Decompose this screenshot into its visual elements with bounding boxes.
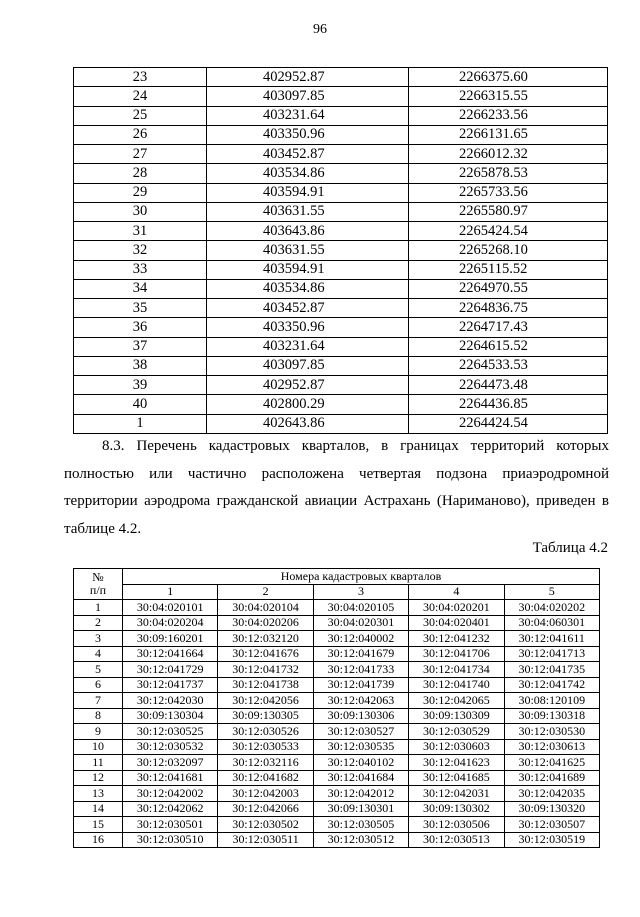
cadastral-number-cell: 30:12:030526 [218, 724, 313, 740]
row-number-cell: 7 [74, 693, 123, 709]
point-number-cell: 35 [74, 299, 207, 318]
x-coordinate-cell: 403097.85 [207, 356, 409, 375]
cadastral-number-cell: 30:12:030603 [409, 739, 504, 755]
row-number-cell: 4 [74, 646, 123, 662]
page-number: 96 [313, 22, 327, 37]
point-number-cell: 27 [74, 145, 207, 164]
table-row [74, 755, 600, 771]
cadastral-number-cell: 30:09:130301 [313, 801, 408, 817]
table-row [74, 414, 608, 433]
table-row [74, 615, 600, 631]
x-coordinate-cell: 403350.96 [207, 318, 409, 337]
table-row [74, 739, 600, 755]
row-number-cell: 3 [74, 631, 123, 647]
cadastral-number-cell: 30:12:041706 [409, 646, 504, 662]
row-number-cell: 11 [74, 755, 123, 771]
cadastral-number-cell: 30:04:020104 [218, 600, 313, 616]
cadastral-number-cell: 30:12:041685 [409, 770, 504, 786]
point-number-cell: 34 [74, 279, 207, 298]
row-number-cell: 6 [74, 677, 123, 693]
column-header: 1 [123, 584, 218, 600]
cadastral-number-cell: 30:12:042031 [409, 786, 504, 802]
table-row [74, 125, 608, 144]
y-coordinate-cell: 2266375.60 [409, 68, 608, 87]
table-row [74, 68, 608, 87]
cadastral-number-cell: 30:04:020105 [313, 600, 408, 616]
x-coordinate-cell: 403534.86 [207, 279, 409, 298]
y-coordinate-cell: 2264424.54 [409, 414, 608, 433]
header-title: Номера кадастровых кварталов [123, 569, 600, 585]
table-row [74, 708, 600, 724]
y-coordinate-cell: 2264615.52 [409, 337, 608, 356]
cadastral-number-cell: 30:12:041676 [218, 646, 313, 662]
point-number-cell: 40 [74, 395, 207, 414]
cadastral-number-cell: 30:12:042065 [409, 693, 504, 709]
cadastral-number-cell: 30:12:041679 [313, 646, 408, 662]
table-row [74, 260, 608, 279]
point-number-cell: 25 [74, 106, 207, 125]
row-number-cell: 16 [74, 832, 123, 848]
table-row [74, 279, 608, 298]
cadastral-number-cell: 30:12:041732 [218, 662, 313, 678]
point-number-cell: 32 [74, 241, 207, 260]
cadastral-number-cell: 30:12:030513 [409, 832, 504, 848]
cadastral-number-cell: 30:12:041623 [409, 755, 504, 771]
cadastral-number-cell: 30:12:032116 [218, 755, 313, 771]
table-row [74, 376, 608, 395]
y-coordinate-cell: 2265733.56 [409, 183, 608, 202]
point-number-cell: 29 [74, 183, 207, 202]
point-number-cell: 36 [74, 318, 207, 337]
cadastral-number-cell: 30:12:041733 [313, 662, 408, 678]
cadastral-number-cell: 30:12:030510 [123, 832, 218, 848]
cadastral-number-cell: 30:12:041681 [123, 770, 218, 786]
table-row [74, 662, 600, 678]
table-row [74, 395, 608, 414]
cadastral-number-cell: 30:04:020202 [504, 600, 599, 616]
cadastral-number-cell: 30:12:041740 [409, 677, 504, 693]
point-number-cell: 24 [74, 87, 207, 106]
cadastral-number-cell: 30:09:130309 [409, 708, 504, 724]
cadastral-number-cell: 30:12:030511 [218, 832, 313, 848]
table-row [74, 202, 608, 221]
table-row [74, 677, 600, 693]
cadastral-quarters-table [73, 568, 600, 848]
cadastral-number-cell: 30:12:030535 [313, 739, 408, 755]
cadastral-number-cell: 30:12:041713 [504, 646, 599, 662]
row-number-cell: 9 [74, 724, 123, 740]
cadastral-number-cell: 30:12:041689 [504, 770, 599, 786]
column-header: 4 [409, 584, 504, 600]
cadastral-number-cell: 30:12:030525 [123, 724, 218, 740]
table-row [74, 786, 600, 802]
x-coordinate-cell: 403594.91 [207, 260, 409, 279]
cadastral-number-cell: 30:12:041684 [313, 770, 408, 786]
x-coordinate-cell: 403631.55 [207, 241, 409, 260]
cadastral-number-cell: 30:04:020401 [409, 615, 504, 631]
table-row [74, 87, 608, 106]
cadastral-number-cell: 30:04:020204 [123, 615, 218, 631]
row-number-cell: 10 [74, 739, 123, 755]
cadastral-number-cell: 30:12:030532 [123, 739, 218, 755]
y-coordinate-cell: 2264473.48 [409, 376, 608, 395]
cadastral-number-cell: 30:12:041742 [504, 677, 599, 693]
table-row [74, 318, 608, 337]
cadastral-number-cell: 30:12:030519 [504, 832, 599, 848]
cadastral-number-cell: 30:09:160201 [123, 631, 218, 647]
row-number-cell: 14 [74, 801, 123, 817]
x-coordinate-cell: 403594.91 [207, 183, 409, 202]
table-row [74, 145, 608, 164]
point-number-cell: 37 [74, 337, 207, 356]
cadastral-number-cell: 30:12:041682 [218, 770, 313, 786]
x-coordinate-cell: 403231.64 [207, 337, 409, 356]
cadastral-number-cell: 30:12:030527 [313, 724, 408, 740]
y-coordinate-cell: 2265268.10 [409, 241, 608, 260]
x-coordinate-cell: 403350.96 [207, 125, 409, 144]
cadastral-number-cell: 30:09:130304 [123, 708, 218, 724]
table-row [74, 106, 608, 125]
x-coordinate-cell: 403097.85 [207, 87, 409, 106]
cadastral-number-cell: 30:12:030501 [123, 817, 218, 833]
x-coordinate-cell: 403452.87 [207, 299, 409, 318]
table-row [74, 241, 608, 260]
row-number-cell: 8 [74, 708, 123, 724]
cadastral-number-cell: 30:12:030506 [409, 817, 504, 833]
table-caption: Таблица 4.2 [532, 540, 608, 556]
cadastral-number-cell: 30:12:030613 [504, 739, 599, 755]
cadastral-number-cell: 30:04:020201 [409, 600, 504, 616]
header-number: № п/п [74, 569, 123, 600]
cadastral-number-cell: 30:12:042035 [504, 786, 599, 802]
y-coordinate-cell: 2265424.54 [409, 222, 608, 241]
cadastral-number-cell: 30:12:041664 [123, 646, 218, 662]
cadastral-number-cell: 30:09:130306 [313, 708, 408, 724]
row-number-cell: 1 [74, 600, 123, 616]
cadastral-number-cell: 30:12:041739 [313, 677, 408, 693]
cadastral-number-cell: 30:12:042056 [218, 693, 313, 709]
cadastral-number-cell: 30:12:032120 [218, 631, 313, 647]
x-coordinate-cell: 403534.86 [207, 164, 409, 183]
y-coordinate-cell: 2265580.97 [409, 202, 608, 221]
cadastral-number-cell: 30:12:041729 [123, 662, 218, 678]
x-coordinate-cell: 403631.55 [207, 202, 409, 221]
point-number-cell: 31 [74, 222, 207, 241]
cadastral-number-cell: 30:12:030529 [409, 724, 504, 740]
cadastral-number-cell: 30:12:042012 [313, 786, 408, 802]
row-number-cell: 5 [74, 662, 123, 678]
cadastral-number-cell: 30:12:042063 [313, 693, 408, 709]
cadastral-number-cell: 30:12:032097 [123, 755, 218, 771]
cadastral-number-cell: 30:12:042002 [123, 786, 218, 802]
table-row [74, 817, 600, 833]
point-number-cell: 26 [74, 125, 207, 144]
column-header: 3 [313, 584, 408, 600]
cadastral-number-cell: 30:04:060301 [504, 615, 599, 631]
table-row [74, 646, 600, 662]
point-number-cell: 33 [74, 260, 207, 279]
coordinates-table [73, 67, 608, 434]
y-coordinate-cell: 2265878.53 [409, 164, 608, 183]
cadastral-number-cell: 30:09:130320 [504, 801, 599, 817]
table-row [74, 337, 608, 356]
point-number-cell: 1 [74, 414, 207, 433]
cadastral-number-cell: 30:12:041232 [409, 631, 504, 647]
point-number-cell: 23 [74, 68, 207, 87]
row-number-cell: 15 [74, 817, 123, 833]
cadastral-number-cell: 30:12:041734 [409, 662, 504, 678]
y-coordinate-cell: 2266131.65 [409, 125, 608, 144]
cadastral-number-cell: 30:09:130305 [218, 708, 313, 724]
cadastral-number-cell: 30:12:042062 [123, 801, 218, 817]
cadastral-number-cell: 30:12:041611 [504, 631, 599, 647]
cadastral-number-cell: 30:12:040002 [313, 631, 408, 647]
point-number-cell: 28 [74, 164, 207, 183]
column-header: 5 [504, 584, 599, 600]
cadastral-number-cell: 30:08:120109 [504, 693, 599, 709]
y-coordinate-cell: 2266315.55 [409, 87, 608, 106]
y-coordinate-cell: 2266012.32 [409, 145, 608, 164]
cadastral-number-cell: 30:12:030512 [313, 832, 408, 848]
cadastral-number-cell: 30:12:030530 [504, 724, 599, 740]
x-coordinate-cell: 403231.64 [207, 106, 409, 125]
cadastral-number-cell: 30:12:030507 [504, 817, 599, 833]
x-coordinate-cell: 402643.86 [207, 414, 409, 433]
table-row [74, 600, 600, 616]
row-number-cell: 12 [74, 770, 123, 786]
cadastral-number-cell: 30:12:030502 [218, 817, 313, 833]
cadastral-number-cell: 30:04:020301 [313, 615, 408, 631]
table-row [74, 724, 600, 740]
y-coordinate-cell: 2264717.43 [409, 318, 608, 337]
cadastral-number-cell: 30:09:130302 [409, 801, 504, 817]
cadastral-number-cell: 30:12:040102 [313, 755, 408, 771]
cadastral-number-cell: 30:12:030505 [313, 817, 408, 833]
section-paragraph: 8.3. Перечень кадастровых кварталов, в границах территорий которых полностью или частично расположена четвертая подзона приаэродромной территории аэродрома гражданской авиации Астрахань (Нариманово), приведен в таблице 4.2. [64, 438, 609, 537]
x-coordinate-cell: 402800.29 [207, 395, 409, 414]
table-row [74, 356, 608, 375]
point-number-cell: 30 [74, 202, 207, 221]
table-row [74, 770, 600, 786]
table-row [74, 299, 608, 318]
cadastral-number-cell: 30:12:041738 [218, 677, 313, 693]
table-row [74, 693, 600, 709]
table-row [74, 832, 600, 848]
cadastral-number-cell: 30:12:042030 [123, 693, 218, 709]
table-row [74, 183, 608, 202]
cadastral-number-cell: 30:12:041737 [123, 677, 218, 693]
cadastral-number-cell: 30:04:020101 [123, 600, 218, 616]
x-coordinate-cell: 402952.87 [207, 376, 409, 395]
y-coordinate-cell: 2266233.56 [409, 106, 608, 125]
cadastral-number-cell: 30:12:042003 [218, 786, 313, 802]
cadastral-number-cell: 30:12:041625 [504, 755, 599, 771]
x-coordinate-cell: 403452.87 [207, 145, 409, 164]
table-row [74, 164, 608, 183]
y-coordinate-cell: 2264970.55 [409, 279, 608, 298]
row-number-cell: 2 [74, 615, 123, 631]
y-coordinate-cell: 2264436.85 [409, 395, 608, 414]
table-row [74, 631, 600, 647]
cadastral-number-cell: 30:09:130318 [504, 708, 599, 724]
y-coordinate-cell: 2264836.75 [409, 299, 608, 318]
cadastral-number-cell: 30:12:030533 [218, 739, 313, 755]
column-header: 2 [218, 584, 313, 600]
y-coordinate-cell: 2265115.52 [409, 260, 608, 279]
table-row [74, 801, 600, 817]
table-row [74, 222, 608, 241]
point-number-cell: 39 [74, 376, 207, 395]
x-coordinate-cell: 403643.86 [207, 222, 409, 241]
x-coordinate-cell: 402952.87 [207, 68, 409, 87]
y-coordinate-cell: 2264533.53 [409, 356, 608, 375]
cadastral-number-cell: 30:12:041735 [504, 662, 599, 678]
cadastral-number-cell: 30:12:042066 [218, 801, 313, 817]
point-number-cell: 38 [74, 356, 207, 375]
row-number-cell: 13 [74, 786, 123, 802]
cadastral-number-cell: 30:04:020206 [218, 615, 313, 631]
